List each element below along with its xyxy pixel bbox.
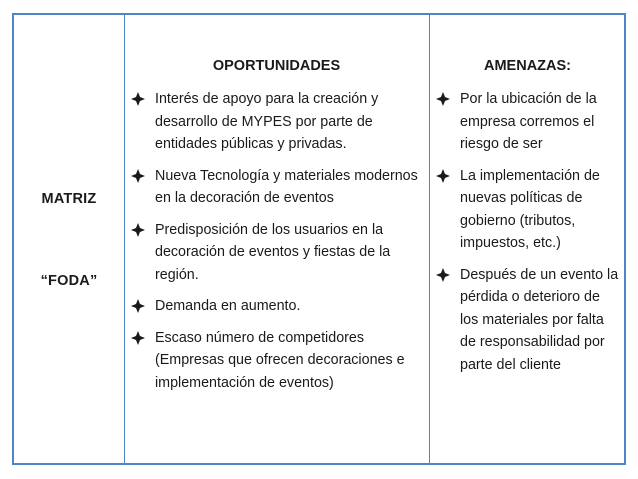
diamond-bullet-icon [436,268,450,282]
list-item [129,327,425,395]
diamond-bullet-icon [131,331,145,345]
list-item [129,88,425,156]
list-item [434,165,622,255]
oportunidades-heading: OPORTUNIDADES [212,58,341,74]
matriz-label: MATRIZ [41,191,97,207]
list-item-text: La implementación de nuevas políticas de gobierno (tributos, impuestos, etc.) [460,167,600,251]
diamond-bullet-icon [131,92,145,106]
amenazas-heading: AMENAZAS: [484,58,571,74]
diamond-bullet-icon [131,299,145,313]
list-item-text: Después de un evento la pérdida o deterioro de los materiales por falta de responsabilidad por parte del cliente [460,266,619,373]
diamond-bullet-icon [131,169,145,183]
list-item [129,165,425,210]
list-item [129,295,425,318]
foda-label: “FODA” [40,273,98,289]
list-item-text: Nueva Tecnología y materiales modernos en la decoración de eventos [155,167,418,206]
list-item-text: Interés de apoyo para la creación y desarrollo de MYPES por parte de entidades públicas y privadas. [155,91,379,152]
list-item [434,264,622,377]
column-divider-right [429,15,430,463]
amenazas-list [434,88,622,385]
column-divider-left [124,15,125,463]
foda-table [12,13,626,465]
list-item [434,88,622,156]
list-item-text: Escaso número de competidores (Empresas que ofrecen decoraciones e implementación de eventos) [155,329,405,391]
list-item-text: Demanda en aumento. [155,298,301,314]
diamond-bullet-icon [131,223,145,237]
oportunidades-list [129,88,425,403]
diamond-bullet-icon [436,169,450,183]
list-item [129,219,425,287]
diamond-bullet-icon [436,92,450,106]
list-item-text: Predisposición de los usuarios en la decoración de eventos y fiestas de la región. [155,221,391,283]
list-item-text: Por la ubicación de la empresa corremos el riesgo de ser [460,91,597,152]
